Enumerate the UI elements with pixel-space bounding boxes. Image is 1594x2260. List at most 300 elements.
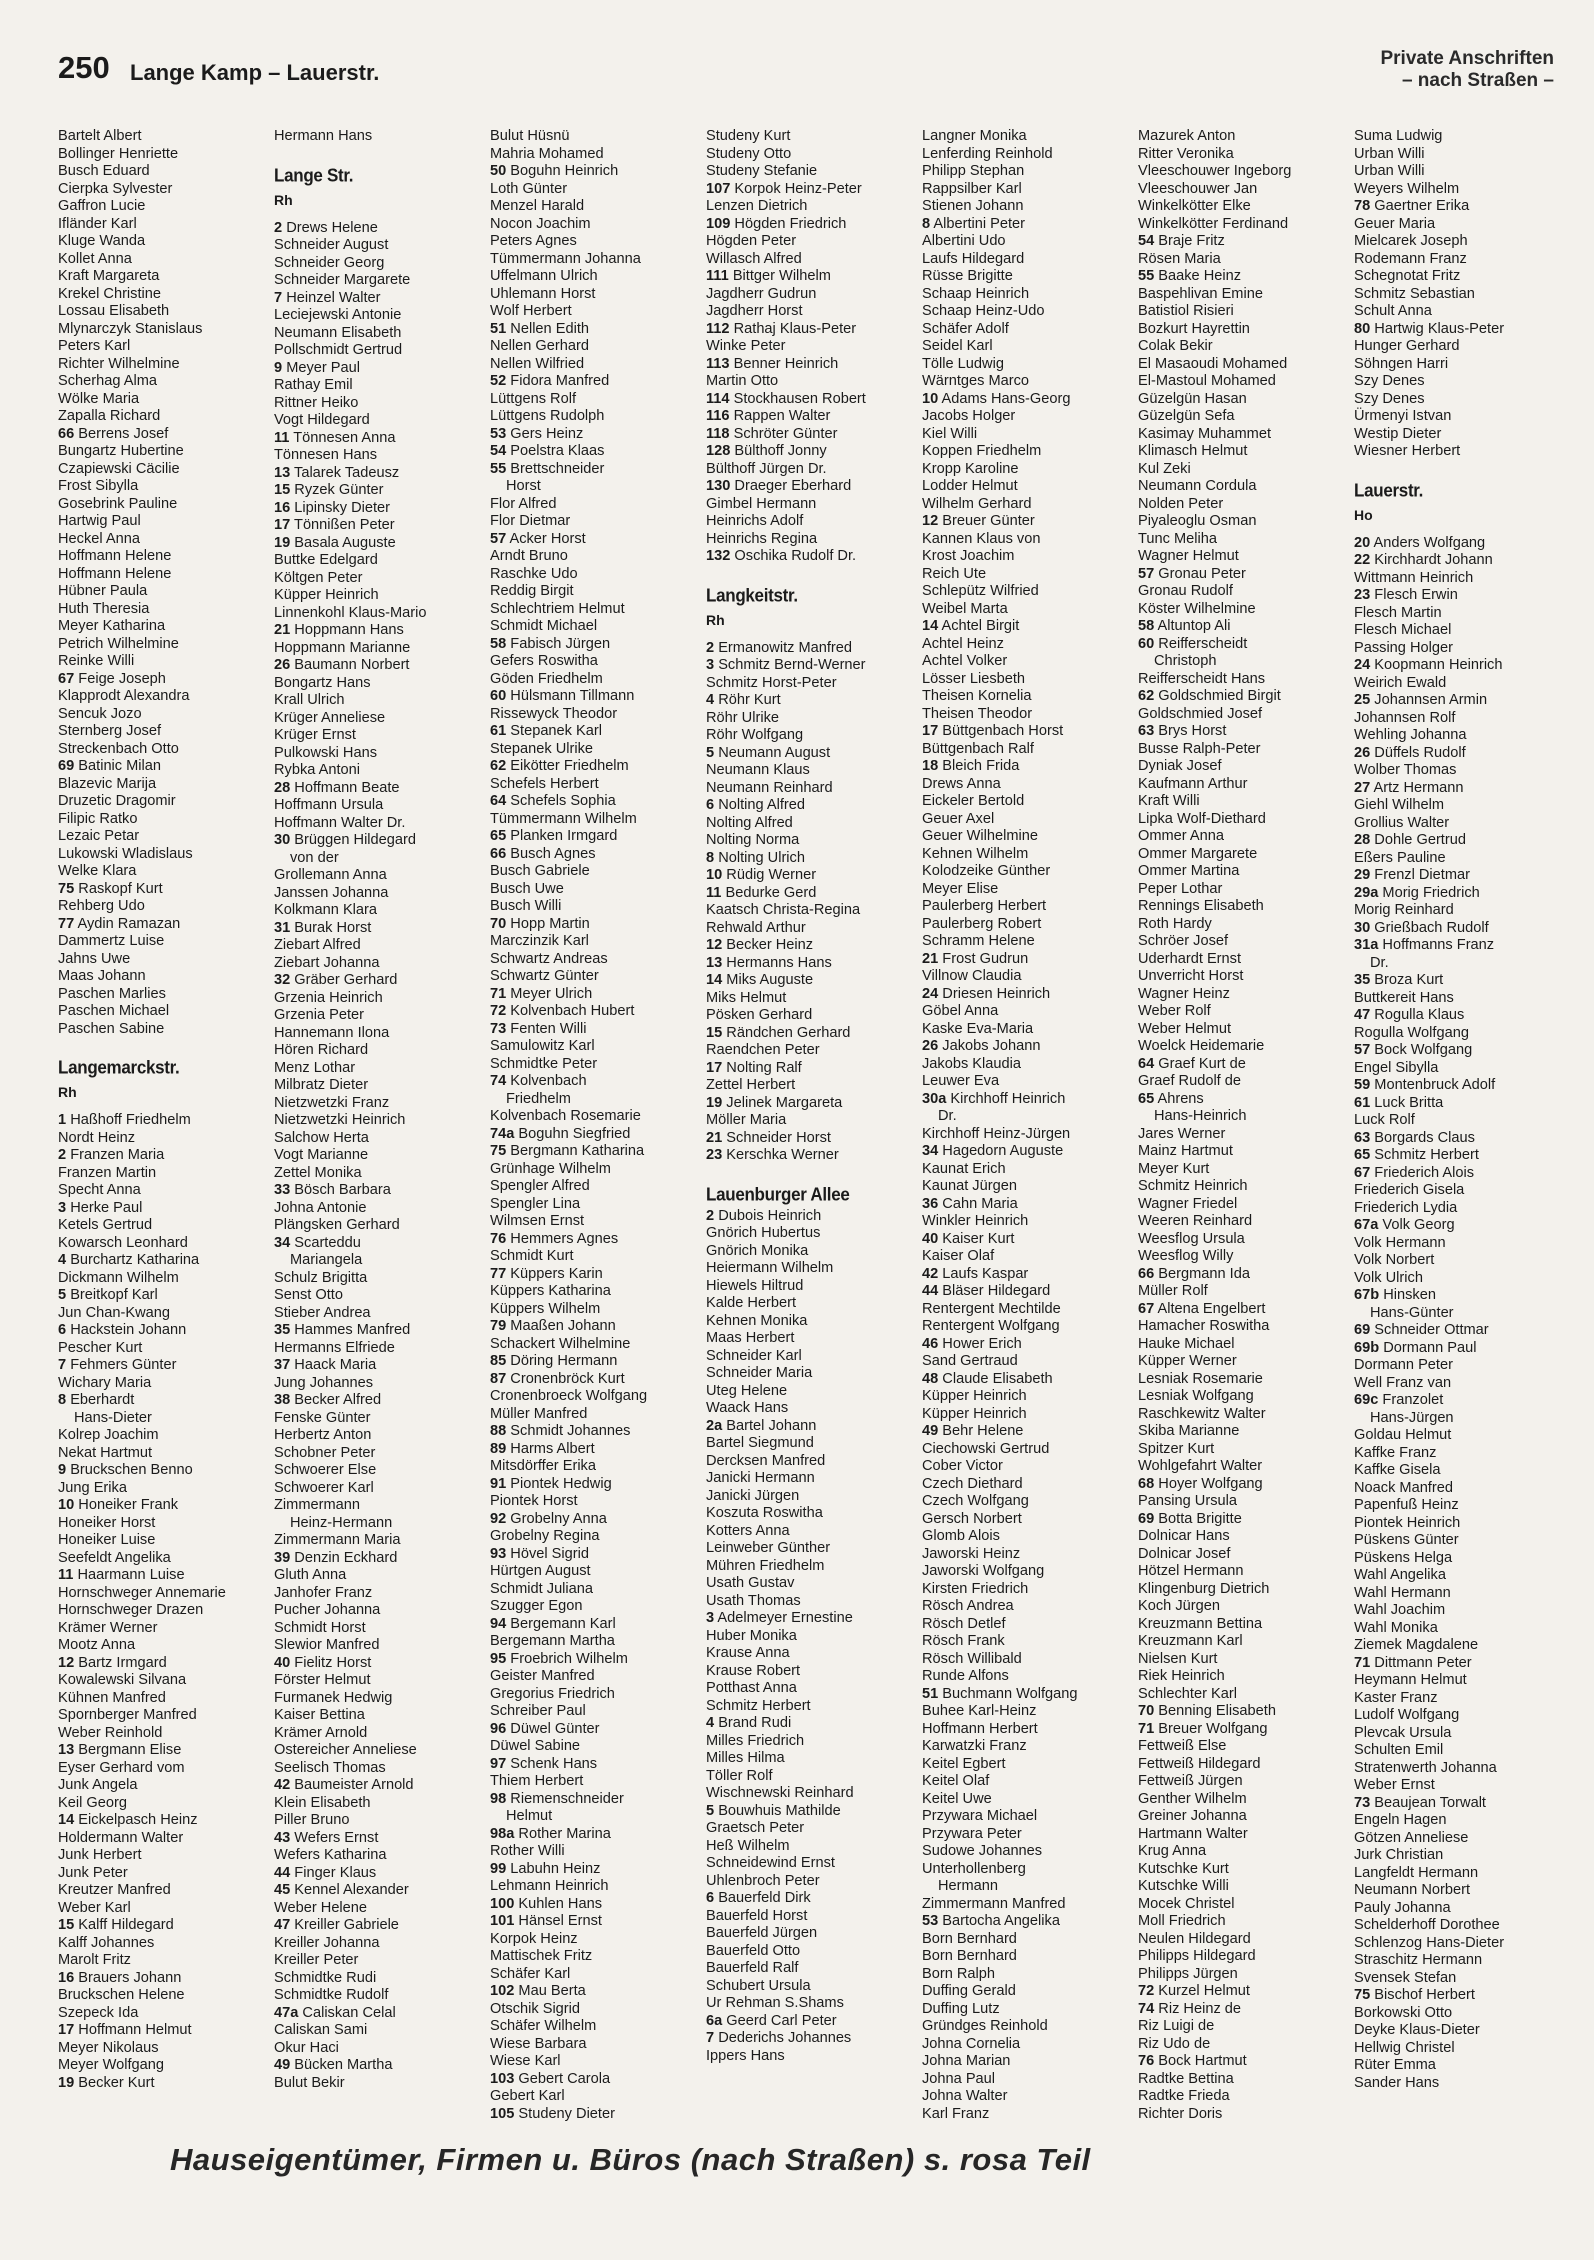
resident-name: Ur Rehman S.Shams (706, 1995, 844, 2011)
resident-name: Winkler Heinrich (922, 1213, 1029, 1229)
resident-entry (58, 583, 268, 601)
resident-entry (58, 566, 268, 584)
resident-entry (490, 548, 700, 566)
resident-name: Kaunat Erich (922, 1160, 1006, 1177)
resident-name: Wilhelm Gerhard (922, 495, 1032, 512)
resident-entry (706, 1890, 916, 1908)
house-number: 44 (922, 1283, 939, 1299)
resident-name: Kaske Eva-Maria (922, 1020, 1034, 1037)
resident-name: Woelck Heidemarie (1138, 1038, 1265, 1054)
resident-name: Benning Elisabeth (1158, 1703, 1276, 1719)
resident-name: Maas Herbert (706, 1330, 795, 1346)
resident-entry (274, 535, 484, 553)
resident-name: Potthast Anna (706, 1680, 797, 1696)
resident-entry (1138, 1598, 1348, 1616)
resident-entry (706, 321, 916, 339)
house-number: 114 (706, 390, 730, 407)
resident-entry (274, 885, 484, 903)
resident-name: Piontek Hedwig (510, 1475, 612, 1492)
resident-name: Graef Kurt de (1158, 1055, 1246, 1072)
resident-name: Hoffmann Helmut (78, 2022, 192, 2038)
resident-entry (490, 1563, 700, 1581)
resident-entry (274, 2075, 484, 2093)
resident-name: Okur Haci (274, 2039, 339, 2056)
resident-name: Weber Rolf (1138, 1003, 1211, 1019)
resident-entry (274, 1847, 484, 1865)
resident-name: Güzelgün Sefa (1138, 408, 1235, 424)
resident-name: Becker Kurt (78, 2074, 155, 2091)
resident-entry (58, 601, 268, 619)
resident-entry (922, 1161, 1132, 1179)
resident-name: Fettweiß Else (1138, 1738, 1227, 1754)
resident-name: Kalff Hildegard (78, 1917, 174, 1933)
house-number: 14 (706, 972, 723, 988)
resident-entry (1138, 1616, 1348, 1634)
resident-name: Busch Eduard (58, 163, 150, 179)
resident-entry (1354, 1025, 1564, 1043)
resident-name: Kolvenbach (510, 1073, 587, 1089)
house-number: 42 (274, 1777, 291, 1793)
house-number: 2a (706, 1417, 723, 1434)
house-number: 64 (1138, 1055, 1155, 1072)
resident-entry (58, 2075, 268, 2093)
resident-name: Vogt Marianne (274, 1147, 369, 1163)
resident-name: Jagdherr Horst (706, 303, 803, 319)
resident-entry (922, 723, 1132, 741)
house-number: 10 (58, 1497, 75, 1513)
resident-entry (274, 1165, 484, 1183)
resident-name: Kreuzmann Bettina (1138, 1615, 1263, 1632)
resident-entry (274, 360, 484, 378)
house-number: 13 (706, 954, 723, 971)
house-number: 69 (1354, 1322, 1371, 1338)
house-number: 2 (706, 1207, 715, 1224)
resident-name: Bock Hartmut (1158, 2053, 1247, 2069)
resident-entry (58, 1305, 268, 1323)
house-number: 49 (274, 2057, 291, 2073)
resident-entry (706, 972, 916, 990)
resident-name: Becker Heinz (726, 937, 814, 953)
resident-entry (922, 1598, 1132, 1616)
resident-entry (1138, 1318, 1348, 1336)
resident-name: Runde Alfons (922, 1668, 1009, 1684)
resident-entry (58, 233, 268, 251)
resident-entry (58, 2057, 268, 2075)
resident-entry (922, 1633, 1132, 1651)
house-number: 132 (706, 548, 731, 564)
house-number: 31a (1354, 937, 1379, 953)
resident-name: Hamacher Roswitha (1138, 1318, 1270, 1334)
resident-name: Köster Wilhelmine (1138, 600, 1256, 617)
resident-name: Philipps Jürgen (1138, 1965, 1238, 1982)
resident-entry (58, 671, 268, 689)
resident-name: Grobelny Anna (510, 1510, 607, 1527)
resident-entry (706, 1960, 916, 1978)
resident-name: Kaffke Franz (1354, 1444, 1437, 1461)
resident-entry (1138, 671, 1348, 689)
resident-entry-continuation (1138, 1108, 1348, 1126)
resident-name: Küppers Katharina (490, 1283, 611, 1299)
resident-entry (490, 1826, 700, 1844)
resident-name: Szugger Egon (490, 1598, 583, 1614)
resident-entry (1354, 1427, 1564, 1445)
house-number: 69c (1354, 1392, 1379, 1408)
resident-entry (274, 1392, 484, 1410)
house-number: 63 (1138, 723, 1155, 739)
resident-name: Rehwald Arthur (706, 919, 806, 936)
resident-entry (706, 146, 916, 164)
resident-entry (922, 373, 1132, 391)
resident-name: Hövel Sigrid (510, 1545, 589, 1562)
house-number: 15 (58, 1917, 75, 1933)
resident-name: Friedhelm (506, 1090, 571, 1107)
resident-entry (1354, 780, 1564, 798)
resident-name: Mariangela (290, 1252, 363, 1268)
resident-entry (1138, 1126, 1348, 1144)
resident-name: Weber Karl (58, 1899, 131, 1916)
resident-entry (1138, 146, 1348, 164)
resident-name: Planken Irmgard (510, 828, 618, 844)
resident-name: Busse Ralph-Peter (1138, 740, 1261, 757)
resident-entry (58, 531, 268, 549)
house-number: 65 (1354, 1147, 1371, 1163)
resident-entry (58, 1777, 268, 1795)
page-header (58, 48, 1558, 108)
resident-name: Dyniak Josef (1138, 758, 1222, 774)
resident-entry (1138, 548, 1348, 566)
resident-name: Mau Berta (518, 1983, 586, 1999)
resident-name: Grobelny Regina (490, 1528, 600, 1544)
resident-entry (1138, 1406, 1348, 1424)
resident-name: Leciejewski Antonie (274, 307, 402, 323)
resident-entry (922, 1528, 1132, 1546)
resident-name: Küpper Heinrich (922, 1405, 1027, 1422)
resident-entry (1354, 640, 1564, 658)
resident-name: Fielitz Horst (294, 1654, 372, 1671)
resident-entry (1354, 1077, 1564, 1095)
resident-name: Röhr Kurt (718, 692, 781, 708)
resident-name: Straschitz Hermann (1354, 1952, 1483, 1968)
resident-entry (490, 373, 700, 391)
resident-entry (490, 811, 700, 829)
resident-entry (706, 1838, 916, 1856)
resident-name: Küpper Heinrich (922, 1388, 1027, 1404)
resident-entry (1354, 356, 1564, 374)
resident-entry (1354, 1725, 1564, 1743)
resident-entry (1138, 1686, 1348, 1704)
house-number: 66 (58, 425, 75, 442)
resident-name: Froebrich Wilhelm (510, 1650, 628, 1667)
house-number: 17 (706, 1059, 723, 1076)
resident-entry (1354, 1882, 1564, 1900)
house-number: 96 (490, 1720, 507, 1737)
resident-entry (922, 1913, 1132, 1931)
resident-name: Schmitz Bernd-Werner (718, 657, 866, 673)
resident-name: Studeny Otto (706, 145, 792, 162)
resident-name: Volk Georg (1382, 1217, 1455, 1233)
resident-entry (274, 1077, 484, 1095)
resident-name: Wahl Joachim (1354, 1602, 1446, 1618)
resident-name: Gefers Roswitha (490, 653, 598, 669)
resident-name: Slewior Manfred (274, 1637, 380, 1653)
resident-entry (706, 163, 916, 181)
house-number: 97 (490, 1755, 507, 1772)
resident-name: Dr. (938, 1108, 957, 1124)
directory-column-7 (1354, 128, 1564, 2092)
resident-entry (58, 1655, 268, 1673)
resident-entry (706, 1768, 916, 1786)
resident-entry (706, 780, 916, 798)
section-title-line2: – nach Straßen – (1401, 70, 1554, 91)
resident-entry (1354, 675, 1564, 693)
house-number: 18 (922, 758, 939, 774)
resident-name: Hoffmann Beate (294, 779, 400, 796)
resident-entry (490, 1231, 700, 1249)
house-number: 78 (1354, 198, 1371, 214)
resident-name: Franzen Martin (58, 1164, 157, 1181)
resident-name: Zettel Monika (274, 1164, 362, 1181)
resident-entry (922, 2071, 1132, 2089)
resident-entry (922, 688, 1132, 706)
resident-entry (274, 1742, 484, 1760)
directory-column-2 (274, 128, 484, 2092)
resident-entry (1354, 622, 1564, 640)
resident-entry (58, 1812, 268, 1830)
house-number: 39 (274, 1549, 291, 1566)
resident-entry (922, 513, 1132, 531)
house-number: 51 (922, 1685, 939, 1702)
resident-entry (922, 1861, 1132, 1879)
resident-name: Johna Cornelia (922, 2035, 1021, 2052)
resident-name: Kreutzer Manfred (58, 1882, 171, 1898)
resident-entry (274, 220, 484, 238)
resident-entry (706, 303, 916, 321)
resident-entry (706, 128, 916, 146)
resident-entry (1138, 1511, 1348, 1529)
resident-name: Bulut Bekir (274, 2074, 345, 2091)
resident-entry (922, 286, 1132, 304)
resident-name: Meyer Wolfgang (58, 2057, 164, 2073)
resident-entry (1354, 1270, 1564, 1288)
resident-name: Hans-Jürgen (1370, 1409, 1454, 1426)
resident-entry (922, 741, 1132, 759)
resident-name: Duffing Gerald (922, 1983, 1016, 1999)
resident-name: Kolvenbach Hubert (510, 1003, 635, 1019)
resident-entry (1354, 1917, 1564, 1935)
resident-name: Heinzel Walter (286, 289, 381, 306)
resident-entry (1354, 2057, 1564, 2075)
resident-entry (274, 1532, 484, 1550)
resident-entry (922, 496, 1132, 514)
resident-entry (1138, 758, 1348, 776)
resident-name: Achtel Volker (922, 653, 1008, 669)
resident-name: Ludolf Wolfgang (1354, 1707, 1460, 1723)
resident-name: Holdermann Walter (58, 1829, 184, 1846)
resident-entry (1354, 2040, 1564, 2058)
resident-name: Tönnesen Anna (293, 429, 396, 446)
resident-entry (1354, 1200, 1564, 1218)
resident-entry (706, 657, 916, 675)
house-number: 70 (490, 915, 507, 932)
resident-entry (58, 1882, 268, 1900)
resident-entry (1354, 1515, 1564, 1533)
resident-name: Reifferscheidt (1158, 635, 1248, 652)
resident-entry (706, 1383, 916, 1401)
district-code: Ho (1354, 506, 1373, 523)
resident-name: Giehl Wilhelm (1354, 797, 1445, 813)
house-number: 30a (922, 1090, 947, 1107)
resident-name: Volk Ulrich (1354, 1269, 1423, 1286)
resident-entry (274, 307, 484, 325)
resident-entry (274, 640, 484, 658)
house-number: 31 (274, 919, 291, 936)
resident-name: Jahns Uwe (58, 950, 131, 967)
resident-name: Unverricht Horst (1138, 968, 1244, 984)
resident-entry (58, 286, 268, 304)
resident-name: Hermanns Elfriede (274, 1339, 395, 1356)
resident-name: Krüger Ernst (274, 727, 356, 743)
resident-name: Korpok Heinz-Peter (734, 180, 862, 197)
resident-name: Küpper Werner (1138, 1353, 1237, 1369)
house-number: 3 (706, 1610, 715, 1626)
resident-entry (274, 1970, 484, 1988)
resident-entry (490, 1598, 700, 1616)
resident-name: Hemmers Agnes (510, 1230, 619, 1247)
resident-name: Philipp Stephan (922, 163, 1025, 179)
resident-name: Thiem Herbert (490, 1773, 584, 1789)
resident-entry (490, 531, 700, 549)
resident-entry (706, 338, 916, 356)
resident-entry (1138, 1231, 1348, 1249)
resident-name: Busch Uwe (490, 880, 564, 897)
resident-entry (706, 1523, 916, 1541)
resident-name: Haarmann Luise (77, 1567, 185, 1583)
resident-entry (1138, 828, 1348, 846)
resident-entry (274, 1655, 484, 1673)
house-number: 2 (58, 1147, 67, 1163)
resident-entry (706, 1060, 916, 1078)
resident-name: Paulerberg Herbert (922, 898, 1047, 914)
resident-entry (274, 605, 484, 623)
house-number: 26 (1354, 744, 1371, 761)
resident-entry (274, 1095, 484, 1113)
house-number: 11 (274, 429, 290, 446)
resident-name: Bauerfeld Otto (706, 1942, 801, 1959)
resident-entry (922, 1213, 1132, 1231)
resident-entry (1138, 1983, 1348, 2001)
resident-entry (922, 758, 1132, 776)
house-number: 23 (706, 1147, 723, 1163)
resident-name: Gaffron Lucie (58, 198, 146, 214)
resident-name: Schneider Karl (706, 1347, 802, 1364)
resident-entry (58, 1865, 268, 1883)
house-number: 3 (706, 657, 715, 673)
resident-name: Brüggen Hildegard (294, 832, 416, 848)
resident-entry (58, 391, 268, 409)
resident-entry (1354, 1147, 1564, 1165)
resident-name: Seidel Karl (922, 338, 993, 354)
resident-name: Winkelkötter Elke (1138, 198, 1251, 214)
resident-entry (1138, 1773, 1348, 1791)
resident-entry (1354, 1322, 1564, 1340)
resident-entry (922, 2106, 1132, 2124)
resident-name: Gnörich Hubertus (706, 1225, 821, 1241)
resident-entry (1138, 1931, 1348, 1949)
resident-name: Buttkereit Hans (1354, 989, 1454, 1006)
resident-entry (58, 1847, 268, 1865)
resident-entry (490, 1528, 700, 1546)
resident-name: Franzolet (1382, 1392, 1444, 1408)
resident-name: Dr. (1370, 954, 1389, 971)
house-number: 118 (706, 425, 730, 442)
resident-name: Rathay Emil (274, 377, 353, 393)
resident-name: Gebert Carola (518, 2070, 611, 2087)
resident-name: Krüger Anneliese (274, 709, 386, 726)
resident-name: Keitel Egbert (922, 1755, 1006, 1772)
resident-name: Müller Rolf (1138, 1283, 1208, 1299)
resident-entry (58, 1287, 268, 1305)
resident-entry (922, 1388, 1132, 1406)
resident-entry (1354, 1935, 1564, 1953)
resident-name: Bartel Siegmund (706, 1435, 814, 1451)
resident-name: Bollinger Henriette (58, 145, 179, 162)
resident-name: Schmidt Michael (490, 618, 598, 634)
resident-name: Sander Hans (1354, 2074, 1440, 2091)
resident-name: Wiesner Herbert (1354, 443, 1461, 459)
resident-name: Nolting Ralf (726, 1059, 802, 1076)
resident-entry (1354, 1602, 1564, 1620)
house-number: 62 (1138, 688, 1155, 704)
resident-name: Goldschmied Josef (1138, 705, 1263, 722)
resident-entry (490, 1773, 700, 1791)
resident-name: Weber Reinhold (58, 1724, 163, 1741)
resident-entry (706, 1750, 916, 1768)
resident-entry (274, 412, 484, 430)
resident-name: Krekel Christine (58, 285, 162, 302)
house-number: 27 (1354, 779, 1371, 796)
resident-name: Marolt Fritz (58, 1952, 131, 1968)
resident-name: Philipps Hildegard (1138, 1948, 1256, 1964)
resident-name: Goldschmied Birgit (1158, 688, 1281, 704)
resident-entry (1354, 587, 1564, 605)
house-number: 85 (490, 1353, 507, 1369)
resident-entry (490, 1756, 700, 1774)
resident-name: Huber Monika (706, 1627, 797, 1644)
resident-entry (1138, 1283, 1348, 1301)
resident-entry (274, 920, 484, 938)
resident-name: Przywara Michael (922, 1808, 1038, 1824)
resident-name: Gronau Peter (1158, 565, 1246, 582)
resident-entry (1354, 2022, 1564, 2040)
resident-name: Dormann Peter (1354, 1357, 1453, 1373)
resident-entry (1138, 128, 1348, 146)
house-number: 76 (1138, 2053, 1155, 2069)
resident-name: Rentergent Wolfgang (922, 1318, 1060, 1334)
resident-name: Krämer Arnold (274, 1724, 368, 1741)
resident-entry (922, 356, 1132, 374)
resident-name: Pansing Ursula (1138, 1493, 1237, 1509)
resident-entry (922, 898, 1132, 916)
resident-entry (490, 1493, 700, 1511)
resident-name: Johannsen Armin (1374, 692, 1488, 708)
house-number: 12 (922, 513, 939, 529)
house-number: 73 (490, 1020, 507, 1037)
resident-name: Menzel Harald (490, 198, 585, 214)
resident-entry (1354, 426, 1564, 444)
resident-entry (922, 2001, 1132, 2019)
resident-entry (1138, 1353, 1348, 1371)
resident-entry (490, 513, 700, 531)
